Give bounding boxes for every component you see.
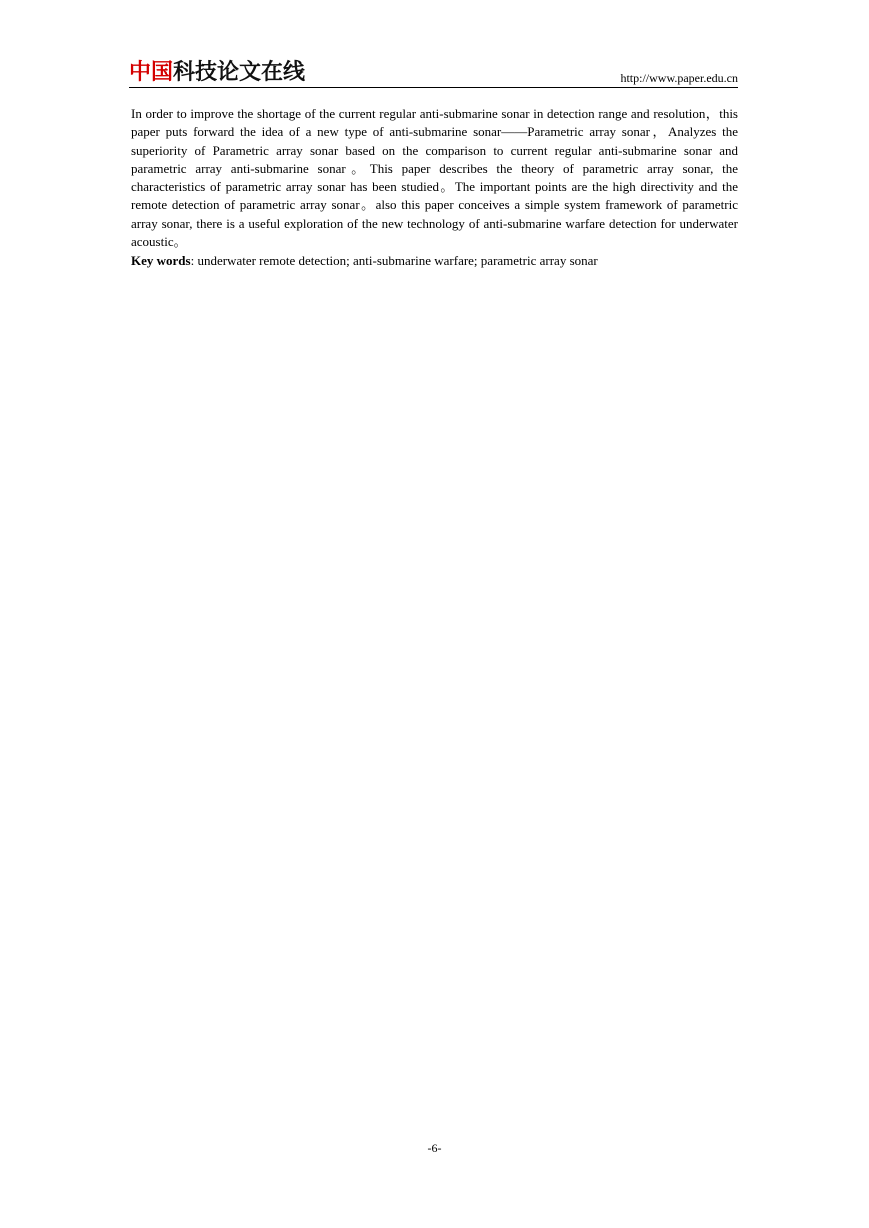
- logo-red-text: 中国: [129, 60, 174, 85]
- site-logo: [129, 60, 305, 86]
- logo-black-text: 科技论文在线: [173, 60, 306, 85]
- keywords-text: : underwater remote detection; anti-submarine warfare; parametric array sonar: [190, 253, 598, 268]
- keywords-label: Key words: [131, 253, 191, 268]
- abstract-text: In order to improve the shortage of the current regular anti-submarine sonar in detection range and resolution，this paper puts forward the idea of a new type of anti-submarine sonar——Parametric array sonar，Analyzes the superiority of Parametric array sonar based on the comparison to current regular anti-submarine sonar and parametric array anti-submarine sonar。This paper describes the theory of parametric array sonar, the characteristics of parametric array sonar has been studied。The important points are the high directivity and the remote detection of parametric array sonar。also this paper conceives a simple system framework of parametric array sonar, there is a useful exploration of the new technology of anti-submarine warfare detection for underwater acoustic。: [131, 106, 738, 250]
- abstract: [131, 105, 738, 251]
- header-url: http://www.paper.edu.cn: [620, 71, 738, 85]
- keywords-line: [131, 252, 738, 270]
- page-header: [129, 60, 738, 88]
- page-number: -6-: [427, 1141, 442, 1155]
